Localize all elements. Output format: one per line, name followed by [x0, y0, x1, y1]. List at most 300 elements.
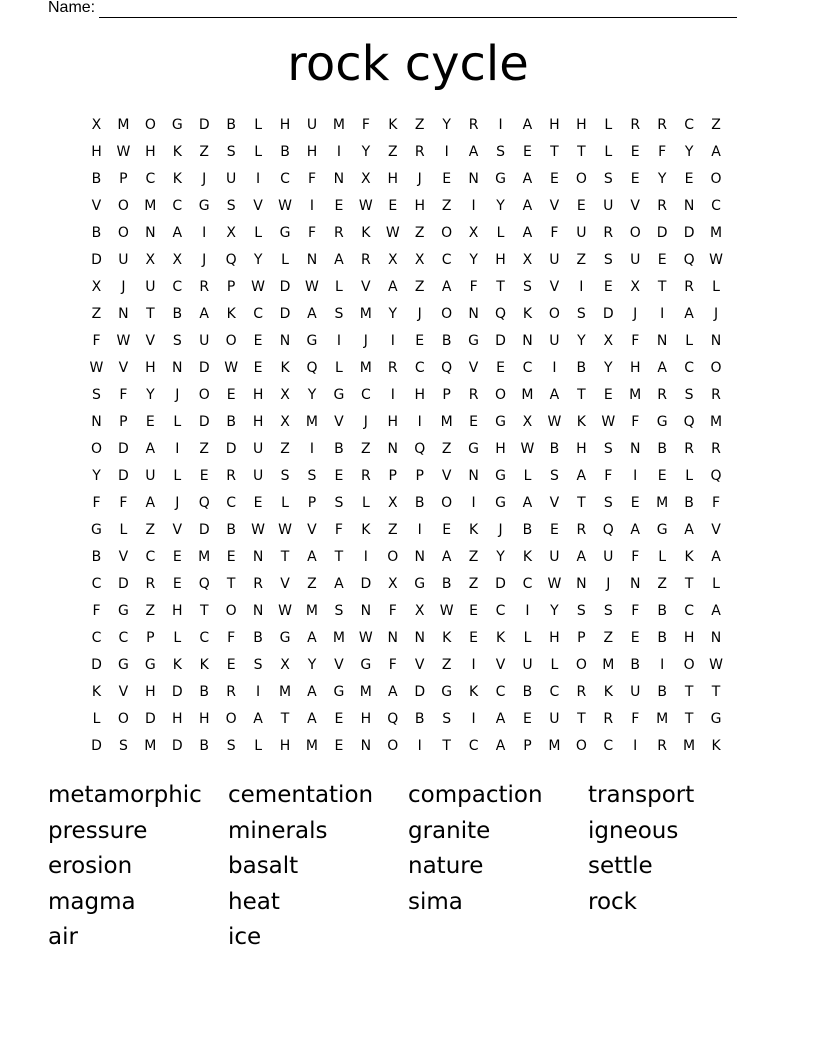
grid-letter[interactable]: O — [575, 738, 587, 754]
grid-letter[interactable]: N — [468, 171, 479, 187]
grid-letter[interactable]: V — [549, 279, 560, 295]
grid-letter[interactable]: E — [603, 387, 613, 403]
grid-letter[interactable]: G — [333, 684, 345, 700]
grid-letter[interactable]: J — [417, 306, 422, 322]
grid-letter[interactable]: I — [660, 657, 665, 673]
grid-letter[interactable]: Y — [146, 387, 155, 403]
grid-letter[interactable]: F — [361, 117, 370, 133]
grid-letter[interactable]: O — [710, 360, 722, 376]
grid-letter[interactable]: S — [307, 468, 317, 484]
grid-letter[interactable]: K — [172, 657, 182, 673]
grid-letter[interactable]: L — [335, 360, 343, 376]
grid-letter[interactable]: B — [91, 171, 102, 187]
grid-letter[interactable]: O — [710, 171, 722, 187]
grid-letter[interactable]: V — [118, 549, 129, 565]
grid-letter[interactable]: C — [522, 360, 533, 376]
grid-letter[interactable]: H — [252, 387, 264, 403]
grid-letter[interactable]: S — [172, 333, 182, 349]
grid-letter[interactable]: Y — [657, 171, 667, 187]
grid-letter[interactable]: A — [711, 603, 721, 619]
grid-letter[interactable]: O — [575, 657, 587, 673]
grid-letter[interactable]: L — [550, 657, 559, 673]
grid-letter[interactable]: X — [414, 252, 425, 268]
grid-letter[interactable]: K — [199, 657, 209, 673]
grid-letter[interactable]: Y — [307, 657, 317, 673]
grid-letter[interactable]: C — [468, 738, 479, 754]
grid-letter[interactable]: E — [630, 171, 640, 187]
grid-letter[interactable]: U — [549, 333, 560, 349]
grid-letter[interactable]: K — [388, 117, 398, 133]
grid-letter[interactable]: X — [361, 171, 371, 187]
grid-letter[interactable]: J — [363, 414, 368, 430]
grid-letter[interactable]: N — [360, 603, 372, 619]
grid-letter[interactable]: A — [522, 117, 533, 133]
grid-letter[interactable]: V — [549, 198, 560, 214]
grid-letter[interactable]: S — [226, 198, 236, 214]
grid-letter[interactable]: U — [306, 117, 318, 133]
grid-letter[interactable]: F — [550, 225, 559, 241]
grid-letter[interactable]: K — [576, 414, 586, 430]
grid-letter[interactable]: K — [469, 684, 479, 700]
grid-letter[interactable]: Z — [387, 144, 398, 160]
grid-letter[interactable]: N — [306, 252, 318, 268]
grid-letter[interactable]: R — [576, 522, 587, 538]
grid-letter[interactable]: P — [523, 738, 532, 754]
grid-letter[interactable]: E — [657, 252, 667, 268]
grid-letter[interactable]: B — [199, 684, 210, 700]
grid-letter[interactable]: G — [198, 198, 210, 214]
grid-letter[interactable]: M — [117, 117, 130, 133]
grid-letter[interactable]: S — [549, 468, 559, 484]
grid-letter[interactable]: H — [145, 144, 156, 160]
grid-letter[interactable]: R — [145, 576, 156, 592]
grid-letter[interactable]: P — [388, 468, 397, 484]
grid-letter[interactable]: M — [683, 738, 696, 754]
grid-letter[interactable]: S — [442, 711, 452, 727]
grid-letter[interactable]: D — [198, 414, 210, 430]
grid-letter[interactable]: G — [171, 117, 183, 133]
grid-letter[interactable]: Q — [602, 522, 614, 538]
grid-letter[interactable]: W — [224, 360, 239, 376]
grid-letter[interactable]: K — [91, 684, 102, 700]
grid-letter[interactable]: B — [522, 522, 533, 538]
grid-letter[interactable]: N — [710, 333, 722, 349]
grid-letter[interactable]: T — [684, 711, 694, 727]
grid-letter[interactable]: R — [603, 225, 614, 241]
grid-letter[interactable]: Z — [414, 279, 425, 295]
grid-letter[interactable]: E — [496, 360, 505, 376]
grid-letter[interactable]: M — [440, 414, 453, 430]
grid-letter[interactable]: O — [495, 387, 507, 403]
grid-letter[interactable]: S — [280, 468, 290, 484]
grid-letter[interactable]: A — [334, 252, 344, 268]
grid-letter[interactable]: C — [684, 360, 694, 376]
grid-letter[interactable]: L — [254, 117, 262, 133]
grid-letter[interactable]: F — [92, 495, 101, 511]
grid-letter[interactable]: R — [657, 198, 668, 214]
grid-letter[interactable]: E — [172, 549, 182, 565]
grid-letter[interactable]: L — [173, 630, 182, 646]
grid-letter[interactable]: B — [199, 738, 210, 754]
grid-letter[interactable]: C — [145, 549, 156, 565]
grid-letter[interactable]: I — [336, 144, 341, 160]
grid-letter[interactable]: B — [441, 333, 452, 349]
grid-letter[interactable]: I — [390, 333, 395, 349]
grid-letter[interactable]: V — [118, 684, 129, 700]
grid-letter[interactable]: I — [660, 306, 665, 322]
grid-letter[interactable]: Z — [199, 144, 210, 160]
grid-letter[interactable]: N — [468, 306, 479, 322]
grid-letter[interactable]: R — [603, 711, 614, 727]
grid-letter[interactable]: W — [278, 198, 292, 214]
grid-letter[interactable]: A — [657, 360, 667, 376]
grid-letter[interactable]: H — [360, 711, 372, 727]
grid-letter[interactable]: K — [172, 144, 182, 160]
grid-letter[interactable]: Z — [280, 441, 290, 457]
grid-letter[interactable]: I — [471, 495, 476, 511]
grid-letter[interactable]: R — [576, 684, 587, 700]
grid-letter[interactable]: W — [601, 414, 616, 430]
grid-letter[interactable]: P — [119, 414, 128, 430]
grid-letter[interactable]: A — [576, 549, 587, 565]
grid-letter[interactable]: E — [172, 576, 182, 592]
grid-letter[interactable]: H — [549, 630, 560, 646]
grid-letter[interactable]: K — [226, 306, 236, 322]
grid-letter[interactable]: S — [603, 171, 613, 187]
grid-letter[interactable]: A — [145, 495, 156, 511]
grid-letter[interactable]: W — [278, 603, 292, 619]
grid-letter[interactable]: W — [358, 198, 373, 214]
grid-letter[interactable]: G — [279, 630, 291, 646]
grid-letter[interactable]: Q — [198, 495, 210, 511]
grid-letter[interactable]: Y — [307, 387, 317, 403]
grid-letter[interactable]: F — [92, 603, 101, 619]
grid-letter[interactable]: H — [414, 387, 425, 403]
grid-letter[interactable]: R — [468, 387, 479, 403]
grid-letter[interactable]: B — [91, 549, 102, 565]
grid-letter[interactable]: U — [252, 441, 264, 457]
grid-letter[interactable]: B — [226, 414, 236, 430]
grid-letter[interactable]: M — [359, 360, 372, 376]
grid-letter[interactable]: E — [549, 522, 559, 538]
grid-letter[interactable]: Z — [307, 576, 317, 592]
grid-letter[interactable]: F — [388, 657, 397, 673]
grid-letter[interactable]: V — [361, 279, 371, 295]
grid-letter[interactable]: Z — [468, 576, 479, 592]
grid-letter[interactable]: X — [387, 576, 398, 592]
grid-letter[interactable]: U — [252, 468, 264, 484]
grid-letter[interactable]: Z — [199, 441, 210, 457]
grid-letter[interactable]: O — [441, 225, 453, 241]
grid-letter[interactable]: I — [175, 441, 180, 457]
grid-letter[interactable]: U — [576, 225, 587, 241]
grid-letter[interactable]: X — [145, 252, 156, 268]
grid-letter[interactable]: Z — [657, 576, 667, 592]
grid-letter[interactable]: V — [172, 522, 183, 538]
grid-letter[interactable]: Y — [604, 360, 613, 376]
grid-letter[interactable]: V — [280, 576, 290, 592]
grid-letter[interactable]: O — [144, 117, 156, 133]
grid-letter[interactable]: I — [471, 198, 476, 214]
grid-letter[interactable]: D — [656, 225, 668, 241]
grid-letter[interactable]: R — [414, 144, 425, 160]
grid-letter[interactable]: Q — [414, 441, 426, 457]
grid-letter[interactable]: D — [144, 711, 156, 727]
grid-letter[interactable]: H — [576, 441, 587, 457]
grid-letter[interactable]: K — [280, 360, 290, 376]
grid-letter[interactable]: G — [495, 171, 506, 187]
grid-letter[interactable]: I — [309, 198, 315, 214]
grid-letter[interactable]: Z — [145, 603, 156, 619]
grid-letter[interactable]: A — [172, 225, 183, 241]
grid-letter[interactable]: E — [226, 387, 236, 403]
grid-letter[interactable]: C — [253, 306, 263, 322]
grid-letter[interactable]: F — [631, 333, 640, 349]
grid-letter[interactable]: J — [202, 252, 207, 268]
grid-letter[interactable]: A — [334, 576, 344, 592]
grid-letter[interactable]: E — [334, 198, 344, 214]
grid-letter[interactable]: W — [520, 441, 535, 457]
grid-letter[interactable]: R — [226, 684, 237, 700]
grid-letter[interactable]: A — [522, 225, 533, 241]
grid-letter[interactable]: E — [523, 144, 532, 160]
grid-letter[interactable]: A — [576, 468, 587, 484]
grid-letter[interactable]: C — [118, 630, 129, 646]
grid-letter[interactable]: C — [172, 198, 183, 214]
grid-letter[interactable]: R — [657, 387, 668, 403]
grid-letter[interactable]: S — [334, 603, 344, 619]
grid-letter[interactable]: J — [606, 576, 611, 592]
grid-letter[interactable]: K — [361, 522, 371, 538]
grid-letter[interactable]: Y — [496, 198, 505, 214]
grid-letter[interactable]: D — [198, 360, 210, 376]
grid-letter[interactable]: O — [117, 225, 129, 241]
grid-letter[interactable]: R — [711, 387, 721, 403]
grid-letter[interactable]: E — [442, 522, 452, 538]
grid-letter[interactable]: L — [712, 576, 720, 592]
grid-letter[interactable]: S — [496, 144, 505, 160]
grid-letter[interactable]: A — [307, 684, 317, 700]
grid-letter[interactable]: I — [336, 333, 341, 349]
grid-letter[interactable]: W — [709, 657, 723, 673]
grid-letter[interactable]: S — [576, 306, 586, 322]
grid-letter[interactable]: H — [387, 171, 399, 187]
grid-letter[interactable]: D — [171, 684, 183, 700]
grid-letter[interactable]: I — [633, 468, 638, 484]
grid-letter[interactable]: O — [117, 711, 129, 727]
grid-letter[interactable]: E — [334, 711, 344, 727]
grid-letter[interactable]: C — [145, 171, 156, 187]
grid-letter[interactable]: E — [199, 468, 209, 484]
grid-letter[interactable]: J — [363, 333, 368, 349]
grid-letter[interactable]: A — [495, 711, 506, 727]
grid-letter[interactable]: N — [629, 441, 641, 457]
grid-letter[interactable]: D — [91, 252, 102, 268]
grid-letter[interactable]: M — [359, 684, 372, 700]
grid-letter[interactable]: H — [172, 603, 183, 619]
grid-letter[interactable]: X — [172, 252, 183, 268]
grid-letter[interactable]: K — [711, 738, 721, 754]
grid-letter[interactable]: W — [116, 333, 131, 349]
grid-letter[interactable]: S — [118, 738, 128, 754]
grid-letter[interactable]: X — [522, 252, 533, 268]
grid-letter[interactable]: M — [144, 198, 157, 214]
grid-letter[interactable]: Z — [91, 306, 102, 322]
grid-letter[interactable]: E — [630, 495, 640, 511]
grid-letter[interactable]: R — [468, 117, 479, 133]
grid-letter[interactable]: Q — [495, 306, 507, 322]
grid-letter[interactable]: Z — [361, 441, 371, 457]
grid-letter[interactable]: D — [279, 306, 291, 322]
grid-letter[interactable]: L — [361, 495, 370, 511]
grid-letter[interactable]: D — [118, 576, 129, 592]
grid-letter[interactable]: U — [630, 252, 641, 268]
grid-letter[interactable]: N — [576, 576, 587, 592]
grid-letter[interactable]: J — [175, 495, 180, 511]
grid-letter[interactable]: E — [415, 333, 425, 349]
grid-letter[interactable]: A — [522, 198, 533, 214]
grid-letter[interactable]: A — [684, 522, 694, 538]
grid-letter[interactable]: N — [279, 333, 291, 349]
grid-letter[interactable]: U — [630, 684, 641, 700]
grid-letter[interactable]: C — [495, 684, 506, 700]
grid-letter[interactable]: D — [495, 333, 506, 349]
grid-letter[interactable]: N — [656, 333, 668, 349]
grid-letter[interactable]: W — [709, 252, 723, 268]
grid-letter[interactable]: N — [683, 198, 695, 214]
grid-letter[interactable]: B — [414, 711, 425, 727]
grid-letter[interactable]: A — [387, 279, 398, 295]
grid-letter[interactable]: L — [335, 279, 343, 295]
grid-letter[interactable]: A — [495, 738, 506, 754]
grid-letter[interactable]: D — [414, 684, 426, 700]
grid-letter[interactable]: B — [630, 657, 641, 673]
grid-letter[interactable]: X — [280, 657, 290, 673]
grid-letter[interactable]: Z — [441, 198, 452, 214]
grid-letter[interactable]: L — [173, 414, 182, 430]
grid-letter[interactable]: T — [146, 306, 155, 322]
grid-letter[interactable]: X — [280, 414, 290, 430]
grid-letter[interactable]: C — [711, 198, 721, 214]
grid-letter[interactable]: P — [226, 279, 236, 295]
grid-letter[interactable]: U — [603, 549, 614, 565]
grid-letter[interactable]: G — [91, 522, 102, 538]
grid-letter[interactable]: I — [309, 441, 315, 457]
grid-letter[interactable]: O — [387, 549, 399, 565]
grid-letter[interactable]: W — [439, 603, 454, 619]
grid-letter[interactable]: M — [521, 387, 534, 403]
grid-letter[interactable]: E — [630, 144, 640, 160]
grid-letter[interactable]: G — [710, 711, 722, 727]
grid-letter[interactable]: X — [468, 225, 479, 241]
grid-letter[interactable]: R — [387, 360, 398, 376]
grid-letter[interactable]: E — [603, 279, 613, 295]
grid-letter[interactable]: H — [279, 738, 291, 754]
grid-letter[interactable]: U — [603, 198, 614, 214]
grid-letter[interactable]: K — [361, 225, 371, 241]
grid-letter[interactable]: G — [360, 657, 372, 673]
grid-letter[interactable]: K — [495, 630, 506, 646]
grid-letter[interactable]: A — [441, 279, 452, 295]
grid-letter[interactable]: Z — [414, 117, 425, 133]
grid-letter[interactable]: I — [363, 549, 368, 565]
grid-letter[interactable]: Y — [388, 306, 398, 322]
grid-letter[interactable]: I — [444, 144, 449, 160]
grid-letter[interactable]: D — [198, 522, 210, 538]
grid-letter[interactable]: Y — [550, 603, 559, 619]
grid-letter[interactable]: M — [278, 684, 292, 700]
grid-letter[interactable]: S — [603, 495, 613, 511]
grid-letter[interactable]: M — [305, 414, 319, 430]
grid-letter[interactable]: G — [656, 414, 668, 430]
grid-letter[interactable]: R — [226, 468, 237, 484]
grid-letter[interactable]: N — [252, 603, 264, 619]
grid-letter[interactable]: X — [630, 279, 641, 295]
grid-letter[interactable]: N — [118, 306, 129, 322]
grid-letter[interactable]: M — [359, 306, 372, 322]
grid-letter[interactable]: D — [91, 738, 102, 754]
grid-letter[interactable]: F — [119, 387, 128, 403]
grid-letter[interactable]: H — [279, 117, 291, 133]
grid-letter[interactable]: H — [495, 441, 506, 457]
grid-letter[interactable]: Q — [387, 711, 399, 727]
grid-letter[interactable]: I — [552, 360, 557, 376]
grid-letter[interactable]: C — [414, 360, 425, 376]
grid-letter[interactable]: D — [279, 279, 291, 295]
grid-letter[interactable]: M — [602, 657, 615, 673]
grid-letter[interactable]: W — [547, 414, 562, 430]
grid-letter[interactable]: L — [658, 549, 667, 565]
grid-letter[interactable]: N — [91, 414, 102, 430]
grid-letter[interactable]: P — [577, 630, 586, 646]
grid-letter[interactable]: A — [711, 144, 721, 160]
grid-letter[interactable]: U — [118, 252, 129, 268]
grid-letter[interactable]: U — [549, 252, 560, 268]
grid-letter[interactable]: K — [172, 171, 182, 187]
grid-letter[interactable]: S — [603, 252, 613, 268]
grid-letter[interactable]: N — [387, 630, 399, 646]
grid-letter[interactable]: H — [172, 711, 183, 727]
grid-letter[interactable]: N — [360, 738, 372, 754]
grid-letter[interactable]: E — [630, 630, 640, 646]
grid-letter[interactable]: Y — [442, 117, 451, 133]
grid-letter[interactable]: Z — [603, 630, 614, 646]
grid-letter[interactable]: N — [172, 360, 183, 376]
grid-letter[interactable]: V — [630, 198, 640, 214]
grid-letter[interactable]: G — [468, 441, 480, 457]
grid-letter[interactable]: E — [469, 630, 479, 646]
grid-letter[interactable]: O — [117, 198, 129, 214]
grid-letter[interactable]: D — [118, 468, 129, 484]
grid-letter[interactable]: N — [522, 333, 533, 349]
grid-letter[interactable]: F — [631, 711, 640, 727]
grid-letter[interactable]: N — [414, 549, 425, 565]
grid-letter[interactable]: V — [91, 198, 102, 214]
grid-letter[interactable]: C — [684, 603, 694, 619]
grid-letter[interactable]: V — [118, 360, 129, 376]
grid-letter[interactable]: C — [172, 279, 183, 295]
grid-letter[interactable]: E — [253, 360, 263, 376]
grid-letter[interactable]: V — [711, 522, 721, 538]
grid-letter[interactable]: L — [281, 495, 289, 511]
grid-letter[interactable]: M — [332, 117, 345, 133]
grid-letter[interactable]: H — [306, 144, 318, 160]
grid-letter[interactable]: T — [280, 711, 290, 727]
grid-letter[interactable]: E — [253, 333, 263, 349]
grid-letter[interactable]: O — [225, 711, 237, 727]
grid-letter[interactable]: L — [523, 468, 532, 484]
grid-letter[interactable]: E — [523, 711, 532, 727]
